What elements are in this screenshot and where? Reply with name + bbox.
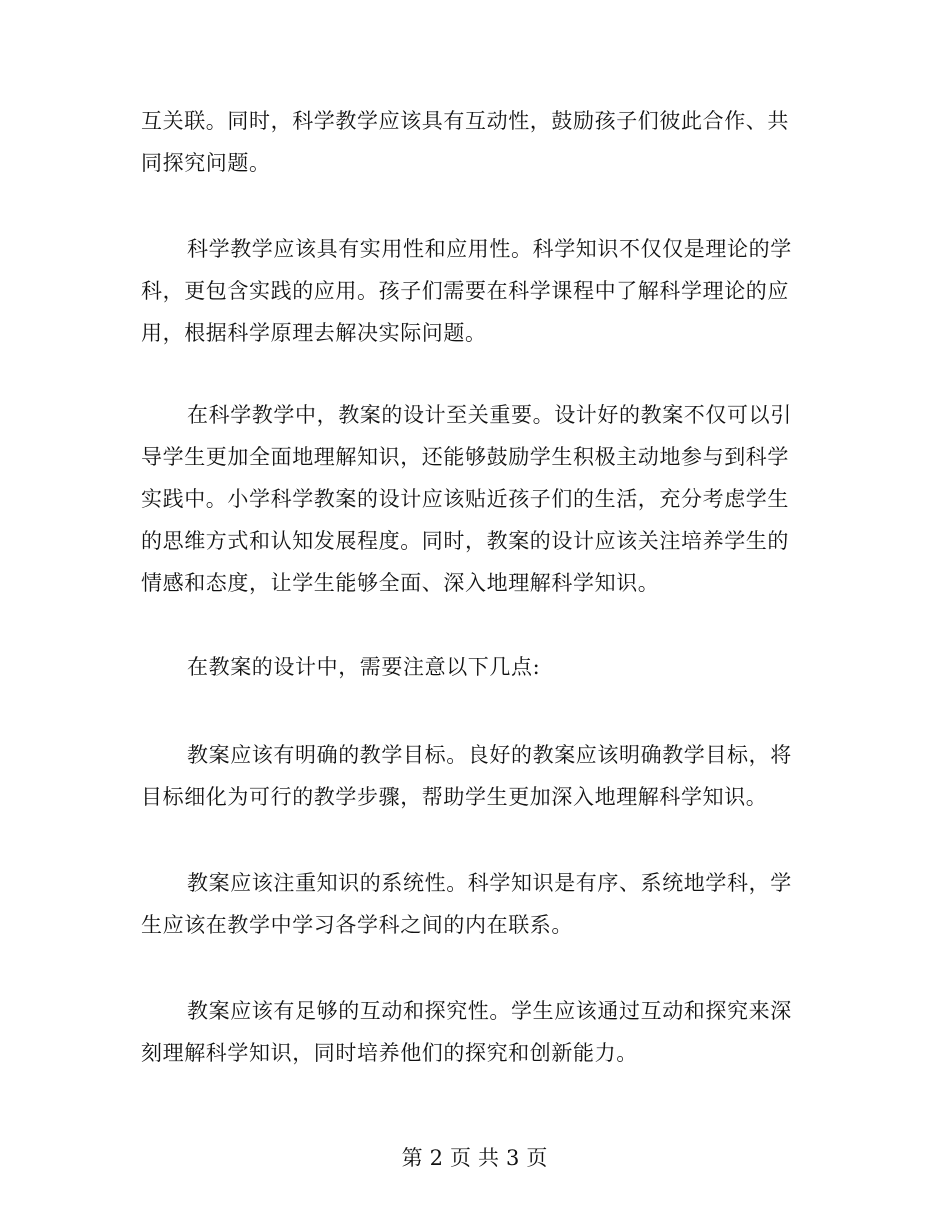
page-prefix: 第: [401, 1146, 424, 1170]
paragraph-line: 情感和态度，让学生能够全面、深入地理解科学知识。: [141, 571, 660, 595]
paragraph-1: [141, 100, 811, 184]
paragraph-line: 在教案的设计中，需要注意以下几点:: [187, 655, 541, 679]
paragraph-line: 科，更包含实践的应用。孩子们需要在科学课程中了解科学理论的应: [141, 279, 789, 303]
paragraph-7: [141, 990, 811, 1074]
paragraph-line: 教案应该有明确的教学目标。良好的教案应该明确教学目标，将: [187, 743, 792, 767]
paragraph-line: 教案应该有足够的互动和探究性。学生应该通过互动和探究来深: [187, 999, 792, 1023]
paragraph-line: 的思维方式和认知发展程度。同时，教案的设计应该关注培养学生的: [141, 529, 789, 553]
total-prefix: 共: [478, 1146, 500, 1170]
paragraph-line: 导学生更加全面地理解知识，还能够鼓励学生积极主动地参与到科学: [141, 445, 789, 469]
paragraph-line: 在科学教学中，教案的设计至关重要。设计好的教案不仅可以引: [187, 403, 792, 427]
paragraph-line: 实践中。小学科学教案的设计应该贴近孩子们的生活，充分考虑学生: [141, 487, 789, 511]
paragraph-3: [141, 394, 811, 604]
paragraph-line: 刻理解科学知识，同时培养他们的探究和创新能力。: [141, 1041, 638, 1065]
paragraph-line: 同探究问题。: [141, 151, 271, 175]
paragraph-line: 用，根据科学原理去解决实际问题。: [141, 321, 487, 345]
paragraph-5: [141, 734, 811, 818]
paragraph-line: 科学教学应该具有实用性和应用性。科学知识不仅仅是理论的学: [187, 237, 792, 261]
page-word: 页: [450, 1146, 472, 1170]
paragraph-6: [141, 862, 811, 946]
current-page-number: 2: [429, 1146, 444, 1170]
paragraph-2: [141, 228, 811, 354]
paragraph-line: 生应该在教学中学习各学科之间的内在联系。: [141, 913, 573, 937]
paragraph-line: 互关联。同时，科学教学应该具有互动性，鼓励孩子们彼此合作、共: [141, 109, 789, 133]
page-footer: [0, 1138, 950, 1178]
paragraph-line: 教案应该注重知识的系统性。科学知识是有序、系统地学科，学: [187, 871, 792, 895]
total-suffix: 页: [526, 1146, 549, 1170]
paragraph-4: [141, 646, 811, 688]
total-page-number: 3: [506, 1146, 521, 1170]
paragraph-line: 目标细化为可行的教学步骤，帮助学生更加深入地理解科学知识。: [141, 785, 768, 809]
